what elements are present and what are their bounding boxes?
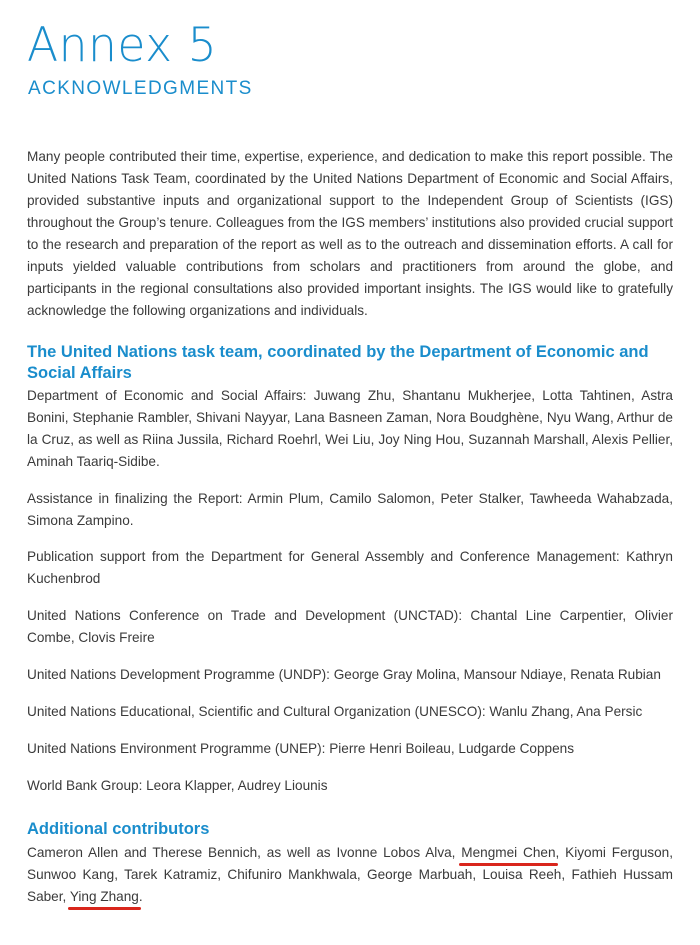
world-bank-paragraph: World Bank Group: Leora Klapper, Audrey Liounis [27,778,328,793]
world-bank-paragraph-block [27,775,673,797]
contributors-text-2: , Kiyomi Ferguson, Sunwoo Kang, Tarek Katramiz, Chifuniro Mankhwala, George Marbuah, Louisa Reeh, Fathieh Hussam Saber, [27,845,673,904]
unep-paragraph: United Nations Environment Programme (UNEP): Pierre Henri Boileau, Ludgarde Coppens [27,741,575,756]
unctad-paragraph: United Nations Conference on Trade and Development (UNCTAD): Chantal Line Carpentier, Olivier Combe, Clovis Freire [27,608,673,645]
unep-paragraph-block [27,738,673,760]
un-task-team-heading: The United Nations task team, coordinated by the Department of Economic and Social Affairs [27,343,649,382]
additional-contributors-section [27,819,673,908]
undp-paragraph-block [27,664,673,686]
highlighted-name-mengmei-chen [461,845,555,860]
publication-paragraph: Publication support from the Department for General Assembly and Conference Management: Kathryn Kuchenbrod [27,549,673,586]
unesco-paragraph-block [27,701,673,723]
undp-paragraph: United Nations Development Programme (UNDP): George Gray Molina, Mansour Ndiaye, Renata Rubian [27,667,661,682]
red-underline-annotation [459,863,557,866]
intro-paragraph: Many people contributed their time, expertise, experience, and dedication to make this report possible. The United Nations Task Team, coordinated by the United Nations Department of Economic and Social Affairs, provided substantive inputs and organizational support to the Independent Group of Scientists (IGS) throughout the Group’s tenure. Colleagues from the IGS members’ institutions also provided crucial support to the research and preparation of the report as well as to the outreach and dissemination efforts. A call for inputs yielded valuable contributions from scholars and practitioners from around the globe, and participants in the regional consultations also provided important insights. The IGS would like to gratefully acknowledge the following organizations and individuals. [27,149,673,318]
highlight-name-1: Mengmei Chen [461,845,556,860]
publication-paragraph-block [27,546,673,590]
assistance-paragraph-block [27,488,673,532]
desa-paragraph: Department of Economic and Social Affairs: Juwang Zhu, Shantanu Mukherjee, Lotta Tahtinen, Astra Bonini, Stephanie Rambler, Shivani Nayyar, Lana Basneen Zaman, Nora Boudghène, Nyu Wang, Arthur de la Cruz, as well as Riina Jussila, Richard Roehrl, Wei Liu, Joy Ning Hou, Suzannah Marshall, Alexis Pellier, Aminah Taariq-Sidibe. [27,388,673,469]
contributors-text-1: Cameron Allen and Therese Bennich, as well as Ivonne Lobos Alva, [27,845,462,860]
unctad-paragraph-block [27,605,673,649]
unesco-paragraph: United Nations Educational, Scientific and Cultural Organization (UNESCO): Wanlu Zhang, Ana Persic [27,704,643,719]
additional-contributors-paragraph [27,842,673,908]
contributors-text-3: . [138,889,143,904]
highlighted-name-ying-zhang [70,889,139,904]
highlight-name-2: Ying Zhang [69,889,139,904]
un-task-team-section [27,342,673,473]
annex-title: Annex 5 [27,18,218,73]
intro-section [27,146,673,322]
red-underline-annotation [68,907,141,910]
section-title: ACKNOWLEDGMENTS [28,78,253,99]
additional-contributors-heading: Additional contributors [27,820,210,838]
assistance-paragraph: Assistance in finalizing the Report: Armin Plum, Camilo Salomon, Peter Stalker, Tawheeda Wahabzada, Simona Zampino. [27,491,673,528]
